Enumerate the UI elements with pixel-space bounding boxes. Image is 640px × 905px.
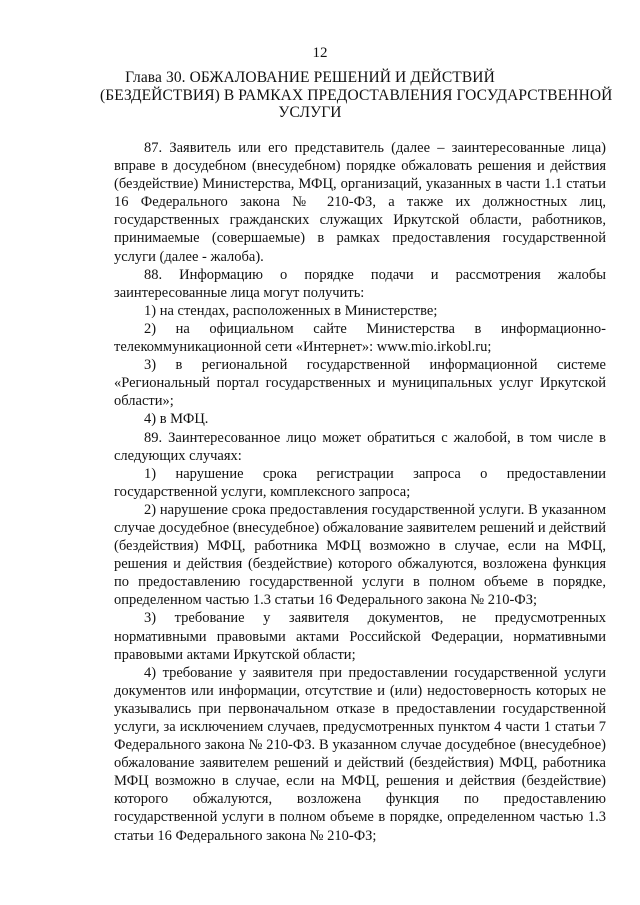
paragraph-88: 88. Информацию о порядке подачи и рассмотрения жалобы заинтересованные лица могут получить:	[114, 266, 606, 301]
paragraph-89: 89. Заинтересованное лицо может обратиться с жалобой, в том числе в следующих случаях:	[114, 429, 606, 464]
page-number: 12	[312, 45, 328, 61]
paragraph-89-item-4: 4) требование у заявителя при предоставлении государственной услуги документов или информации, отсутствие и (или) недостоверность которых не указывались при первоначальном отказе в предоставлении государственной услуги, за исключением случаев, предусмотренных пунктом 4 части 1 статьи 7 Федерального закона № 210-ФЗ. В указанном случае досудебное (внесудебное) обжалование заявителем решений и действий (бездействия) МФЦ, работника МФЦ возможно в случае, если на МФЦ, решения и действия (бездействие) которого обжалуются, возложена функция по предоставлению государственной услуги в полном объеме в порядке, определенном частью 1.3 статьи 16 Федерального закона № 210-ФЗ;	[114, 664, 606, 844]
paragraph-89-item-3: 3) требование у заявителя документов, не предусмотренных нормативными правовыми актами Российской Федерации, нормативными правовыми актами Иркутской области;	[114, 610, 606, 663]
paragraph-88-item-3: 3) в региональной государственной информационной системе «Региональный портал государственных и муниципальных услуг Иркутской области»;	[114, 357, 606, 410]
chapter-title-line-1: Глава 30. ОБЖАЛОВАНИЕ РЕШЕНИЙ И ДЕЙСТВИЙ	[125, 69, 495, 86]
chapter-title-line-2: (БЕЗДЕЙСТВИЯ) В РАМКАХ ПРЕДОСТАВЛЕНИЯ ГОСУДАРСТВЕННОЙ	[100, 86, 613, 104]
paragraph-89-item-1: 1) нарушение срока регистрации запроса о предоставлении государственной услуги, комплексного запроса;	[114, 465, 606, 500]
paragraph-88-item-1: 1) на стендах, расположенных в Министерстве;	[144, 302, 438, 319]
document-body	[114, 139, 606, 845]
paragraph-88-item-4: 4) в МФЦ.	[144, 411, 209, 428]
paragraph-87: 87. Заявитель или его представитель (далее – заинтересованные лица) вправе в досудебном (внесудебном) порядке обжаловать решения и действия (бездействие) Министерства, МФЦ, организаций, указанных в части 1.1 статьи 16 Федерального закона № 210-ФЗ, а также их должностных лиц, государственных гражданских служащих Иркутской области, работников, принимаемые (совершаемые) в рамках предоставления государственной услуги (далее - жалоба).	[114, 140, 606, 265]
chapter-title	[100, 69, 613, 122]
paragraph-88-item-2: 2) на официальном сайте Министерства в информационно-телекоммуникационной сети «Интернет»: www.mio.irkobl.ru;	[114, 320, 606, 356]
paragraph-89-item-2: 2) нарушение срока предоставления государственной услуги. В указанном случае досудебное (внесудебное) обжалование заявителем решений и действий (бездействия) МФЦ, работника МФЦ возможно в случае, если на МФЦ, решения и действия (бездействие) которого обжалуются, возложена функция по предоставлению государственной услуги в полном объеме в порядке, определенном частью 1.3 статьи 16 Федерального закона № 210-ФЗ;	[114, 501, 606, 609]
chapter-title-line-3: УСЛУГИ	[278, 104, 342, 121]
